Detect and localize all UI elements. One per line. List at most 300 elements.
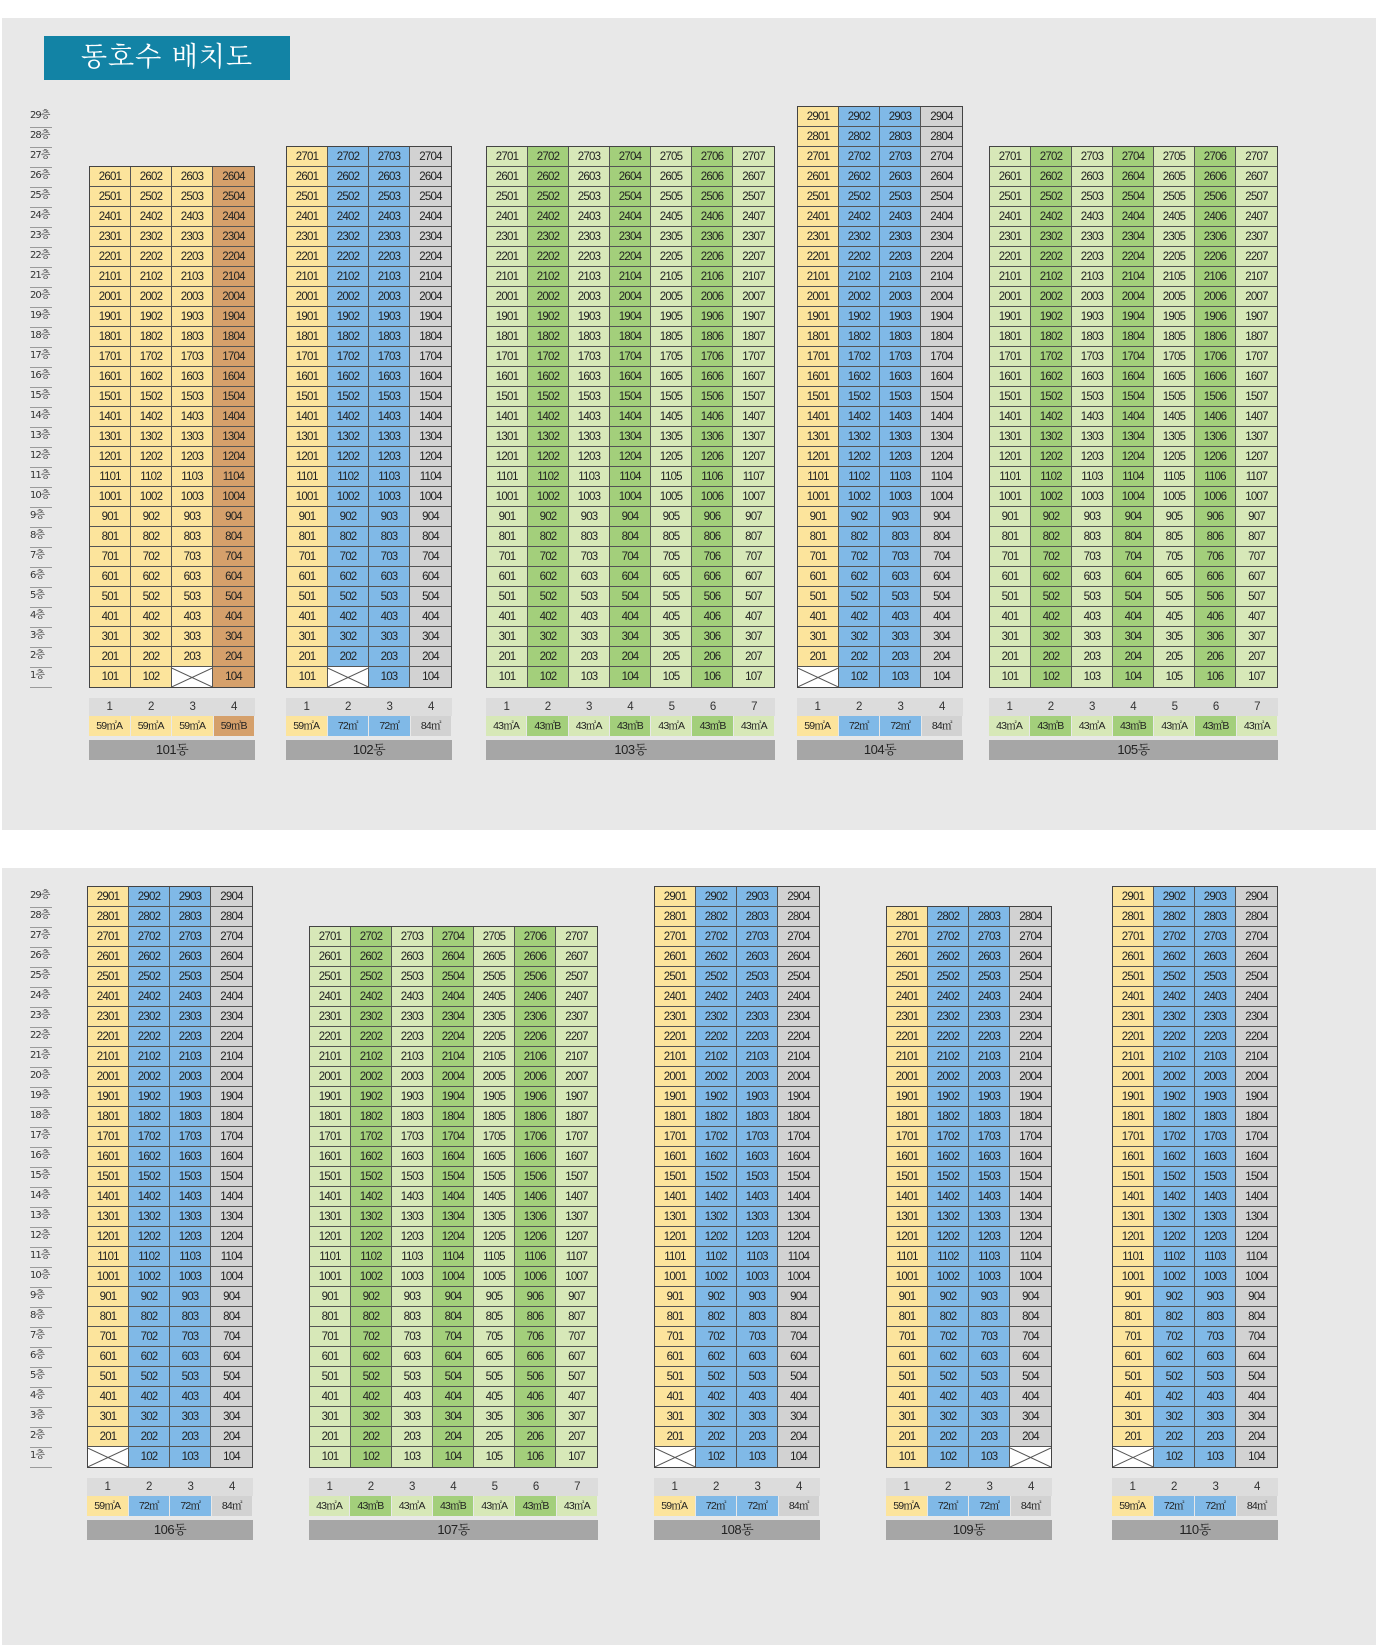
unit-cell: 2103	[392, 1047, 433, 1067]
unit-cell: 2602	[351, 947, 392, 967]
unit-cell: 1002	[839, 487, 880, 507]
unit-cell: 1604	[921, 367, 962, 387]
unit-cell: 1505	[474, 1167, 515, 1187]
unit-cell: 2603	[170, 947, 211, 967]
unit-cell: 601	[798, 567, 839, 587]
unit-cell: 602	[1154, 1347, 1195, 1367]
unit-cell: 704	[211, 1327, 252, 1347]
unit-cell: 501	[287, 587, 328, 607]
unit-cell: 2903	[737, 887, 778, 907]
floor-label: 25층	[30, 186, 52, 208]
unit-cell: 504	[921, 587, 962, 607]
unit-cell: 2204	[433, 1027, 474, 1047]
unit-cell: 2503	[170, 967, 211, 987]
unit-cell: 206	[1195, 647, 1236, 667]
unit-cell: 2404	[410, 207, 451, 227]
line-number-row	[89, 698, 255, 716]
unit-cell: 2303	[569, 227, 610, 247]
unit-cell: 2407	[1236, 207, 1277, 227]
unit-cell: 2101	[90, 267, 131, 287]
floor-label: 29층	[30, 106, 52, 128]
unit-cell: 1805	[1154, 327, 1195, 347]
unit-cell: 2803	[1195, 907, 1236, 927]
unit-cell: 2701	[798, 147, 839, 167]
unit-cell: 2303	[392, 1007, 433, 1027]
unit-cell: 101	[310, 1447, 351, 1467]
unit-cell: 2302	[839, 227, 880, 247]
unit-cell: 1404	[778, 1187, 819, 1207]
unit-cell: 2102	[1031, 267, 1072, 287]
unit-cell: 1503	[1072, 387, 1113, 407]
unit-cell: 902	[328, 507, 369, 527]
unit-cell: 1806	[692, 327, 733, 347]
unit-cell: 2002	[528, 287, 569, 307]
unit-cell: 2601	[88, 947, 129, 967]
floor-label: 17층	[30, 346, 52, 368]
unit-cell: 2003	[969, 1067, 1010, 1087]
unit-cell: 305	[474, 1407, 515, 1427]
unit-cell: 606	[692, 567, 733, 587]
unit-cell: 2201	[90, 247, 131, 267]
unit-type-label: 72㎡	[839, 716, 881, 736]
unit-cell: 1401	[287, 407, 328, 427]
unit-cell: 2202	[839, 247, 880, 267]
unit-cell: 1702	[131, 347, 172, 367]
unit-cell: 1203	[369, 447, 410, 467]
unit-cell: 302	[131, 627, 172, 647]
floor-label: 2층	[30, 1426, 52, 1448]
unit-cell: 104	[433, 1447, 474, 1467]
unit-cell: 1601	[90, 367, 131, 387]
unit-cell: 502	[131, 587, 172, 607]
unit-cell: 2205	[651, 247, 692, 267]
unit-cell: 1401	[88, 1187, 129, 1207]
unit-cell: 2203	[969, 1027, 1010, 1047]
unit-cell: 1804	[921, 327, 962, 347]
unit-cell: 1605	[474, 1147, 515, 1167]
unit-cell: 1303	[1072, 427, 1113, 447]
unit-cell: 1504	[921, 387, 962, 407]
unit-cell: 2301	[88, 1007, 129, 1027]
unit-cell: 1704	[1236, 1127, 1277, 1147]
unit-cell: 304	[1236, 1407, 1277, 1427]
unit-cell: 905	[1154, 507, 1195, 527]
unit-cell: 1104	[211, 1247, 252, 1267]
unit-type-label: 84㎡	[922, 716, 964, 736]
unit-cell: 1502	[528, 387, 569, 407]
unit-cell: 2502	[928, 967, 969, 987]
unit-cell: 1304	[1236, 1207, 1277, 1227]
unit-cell: 2502	[328, 187, 369, 207]
unit-cell: 2301	[798, 227, 839, 247]
unit-cell: 1104	[1113, 467, 1154, 487]
floor-label: 4층	[30, 606, 52, 628]
unit-cell: 702	[839, 547, 880, 567]
unit-cell: 2304	[410, 227, 451, 247]
unit-cell: 502	[1154, 1367, 1195, 1387]
unit-cell: 2101	[1113, 1047, 1154, 1067]
unit-cell: 2503	[569, 187, 610, 207]
unit-cell: 205	[474, 1427, 515, 1447]
unit-cell: 802	[1031, 527, 1072, 547]
unit-cell: 1205	[651, 447, 692, 467]
unit-cell: 1502	[839, 387, 880, 407]
unit-cell: 1304	[610, 427, 651, 447]
unit-cell: 2704	[211, 927, 252, 947]
unit-cell: 2502	[129, 967, 170, 987]
floor-label: 16층	[30, 366, 52, 388]
unit-cell: 2503	[369, 187, 410, 207]
unit-cell: 1107	[733, 467, 774, 487]
unit-cell: 304	[433, 1407, 474, 1427]
unit-type-label: 72㎡	[928, 1496, 970, 1516]
unit-cell: 1207	[556, 1227, 597, 1247]
unit-cell: 306	[692, 627, 733, 647]
empty-unit-cell	[798, 667, 839, 687]
unit-cell: 901	[655, 1287, 696, 1307]
unit-cell: 2401	[287, 207, 328, 227]
unit-cell: 1104	[433, 1247, 474, 1267]
unit-cell: 2601	[1113, 947, 1154, 967]
unit-cell: 1801	[990, 327, 1031, 347]
unit-cell: 2202	[129, 1027, 170, 1047]
unit-cell: 1004	[1113, 487, 1154, 507]
unit-cell: 2204	[213, 247, 254, 267]
unit-cell: 1204	[1236, 1227, 1277, 1247]
unit-cell: 1004	[211, 1267, 252, 1287]
unit-cell: 2307	[1236, 227, 1277, 247]
unit-cell: 704	[433, 1327, 474, 1347]
unit-cell: 1104	[1010, 1247, 1051, 1267]
unit-cell: 106	[692, 667, 733, 687]
unit-cell: 1607	[733, 367, 774, 387]
unit-cell: 1803	[1195, 1107, 1236, 1127]
unit-cell: 2405	[651, 207, 692, 227]
unit-cell: 2307	[733, 227, 774, 247]
unit-cell: 2102	[1154, 1047, 1195, 1067]
unit-cell: 1806	[1195, 327, 1236, 347]
unit-cell: 601	[990, 567, 1031, 587]
unit-cell: 2301	[1113, 1007, 1154, 1027]
unit-cell: 2306	[515, 1007, 556, 1027]
building-name: 102동	[286, 740, 452, 760]
unit-cell: 2501	[310, 967, 351, 987]
unit-cell: 2603	[172, 167, 213, 187]
unit-cell: 1802	[928, 1107, 969, 1127]
unit-cell: 503	[170, 1367, 211, 1387]
unit-cell: 102	[1154, 1447, 1195, 1467]
line-number: 2	[345, 701, 352, 713]
unit-cell: 404	[778, 1387, 819, 1407]
unit-cell: 2603	[1072, 167, 1113, 187]
unit-cell: 2203	[1072, 247, 1113, 267]
unit-cell: 2102	[696, 1047, 737, 1067]
unit-cell: 2001	[90, 287, 131, 307]
unit-cell: 1003	[737, 1267, 778, 1287]
unit-cell: 604	[1236, 1347, 1277, 1367]
unit-cell: 901	[90, 507, 131, 527]
unit-cell: 702	[129, 1327, 170, 1347]
unit-cell: 402	[328, 607, 369, 627]
unit-cell: 2203	[880, 247, 921, 267]
floor-label: 24층	[30, 206, 52, 228]
unit-cell: 2605	[651, 167, 692, 187]
unit-cell: 1002	[131, 487, 172, 507]
unit-cell: 301	[798, 627, 839, 647]
unit-cell: 1804	[211, 1107, 252, 1127]
floor-label: 28층	[30, 906, 52, 928]
unit-cell: 203	[1072, 647, 1113, 667]
unit-cell: 1102	[131, 467, 172, 487]
unit-cell: 1901	[487, 307, 528, 327]
building-name: 105동	[989, 740, 1278, 760]
unit-cell: 2305	[1154, 227, 1195, 247]
unit-cell: 1404	[1010, 1187, 1051, 1207]
unit-cell: 604	[610, 567, 651, 587]
unit-cell: 1904	[778, 1087, 819, 1107]
unit-cell: 2302	[131, 227, 172, 247]
unit-cell: 2406	[1195, 207, 1236, 227]
unit-cell: 2903	[170, 887, 211, 907]
unit-cell: 302	[1154, 1407, 1195, 1427]
unit-cell: 2601	[310, 947, 351, 967]
line-number: 3	[754, 1481, 761, 1493]
unit-cell: 302	[328, 627, 369, 647]
unit-cell: 603	[737, 1347, 778, 1367]
unit-cell: 2501	[88, 967, 129, 987]
unit-cell: 1206	[1195, 447, 1236, 467]
unit-cell: 805	[1154, 527, 1195, 547]
unit-cell: 1503	[170, 1167, 211, 1187]
unit-cell: 103	[170, 1447, 211, 1467]
unit-cell: 703	[1195, 1327, 1236, 1347]
unit-cell: 904	[410, 507, 451, 527]
unit-cell: 107	[556, 1447, 597, 1467]
unit-cell: 1703	[1195, 1127, 1236, 1147]
unit-cell: 303	[880, 627, 921, 647]
unit-cell: 2301	[90, 227, 131, 247]
unit-cell: 901	[487, 507, 528, 527]
unit-cell: 202	[839, 647, 880, 667]
unit-grid	[286, 146, 452, 688]
unit-cell: 1805	[474, 1107, 515, 1127]
unit-cell: 2107	[733, 267, 774, 287]
unit-cell: 2101	[310, 1047, 351, 1067]
unit-cell: 2003	[170, 1067, 211, 1087]
unit-cell: 504	[213, 587, 254, 607]
unit-cell: 1804	[1010, 1107, 1051, 1127]
unit-cell: 2302	[1031, 227, 1072, 247]
unit-cell: 2102	[131, 267, 172, 287]
building-name: 109동	[886, 1520, 1052, 1540]
unit-cell: 1102	[328, 467, 369, 487]
unit-cell: 2301	[287, 227, 328, 247]
unit-cell: 2304	[1113, 227, 1154, 247]
unit-cell: 1507	[1236, 387, 1277, 407]
unit-cell: 1904	[1113, 307, 1154, 327]
unit-cell: 2003	[569, 287, 610, 307]
unit-cell: 802	[696, 1307, 737, 1327]
unit-cell: 2002	[928, 1067, 969, 1087]
unit-cell: 603	[369, 567, 410, 587]
unit-cell: 2004	[1236, 1067, 1277, 1087]
unit-cell: 2402	[839, 207, 880, 227]
unit-cell: 2705	[474, 927, 515, 947]
unit-cell: 303	[170, 1407, 211, 1427]
building-name: 101동	[89, 740, 255, 760]
unit-cell: 2101	[287, 267, 328, 287]
unit-cell: 403	[880, 607, 921, 627]
unit-cell: 1505	[651, 387, 692, 407]
unit-cell: 1903	[569, 307, 610, 327]
unit-cell: 1203	[172, 447, 213, 467]
unit-cell: 2804	[1010, 907, 1051, 927]
unit-cell: 1603	[1195, 1147, 1236, 1167]
unit-cell: 701	[88, 1327, 129, 1347]
unit-cell: 1304	[213, 427, 254, 447]
unit-cell: 302	[696, 1407, 737, 1427]
unit-cell: 1404	[433, 1187, 474, 1207]
unit-cell: 2501	[90, 187, 131, 207]
unit-cell: 2703	[969, 927, 1010, 947]
unit-cell: 307	[556, 1407, 597, 1427]
unit-cell: 2405	[1154, 207, 1195, 227]
unit-cell: 2602	[129, 947, 170, 967]
unit-cell: 1907	[1236, 307, 1277, 327]
unit-cell: 904	[778, 1287, 819, 1307]
unit-cell: 2604	[410, 167, 451, 187]
unit-cell: 1807	[556, 1107, 597, 1127]
unit-cell: 1201	[310, 1227, 351, 1247]
unit-cell: 2904	[1236, 887, 1277, 907]
line-number-row	[886, 1478, 1052, 1496]
unit-cell: 701	[798, 547, 839, 567]
unit-cell: 304	[1010, 1407, 1051, 1427]
unit-cell: 901	[887, 1287, 928, 1307]
unit-type-label: 72㎡	[737, 1496, 779, 1516]
unit-cell: 2302	[696, 1007, 737, 1027]
unit-cell: 2604	[610, 167, 651, 187]
unit-cell: 2201	[88, 1027, 129, 1047]
unit-cell: 201	[287, 647, 328, 667]
unit-cell: 803	[737, 1307, 778, 1327]
unit-cell: 1302	[528, 427, 569, 447]
unit-cell: 801	[88, 1307, 129, 1327]
unit-cell: 1702	[839, 347, 880, 367]
unit-cell: 2001	[887, 1067, 928, 1087]
unit-cell: 2601	[990, 167, 1031, 187]
unit-cell: 1701	[88, 1127, 129, 1147]
line-number-row	[797, 698, 963, 716]
unit-cell: 2801	[655, 907, 696, 927]
empty-unit-cell	[1113, 1447, 1154, 1467]
unit-cell: 2901	[655, 887, 696, 907]
unit-cell: 2704	[1113, 147, 1154, 167]
unit-cell: 1602	[1154, 1147, 1195, 1167]
unit-cell: 2406	[692, 207, 733, 227]
unit-cell: 1404	[610, 407, 651, 427]
unit-cell: 902	[696, 1287, 737, 1307]
unit-cell: 502	[696, 1367, 737, 1387]
unit-cell: 901	[287, 507, 328, 527]
unit-cell: 2403	[1195, 987, 1236, 1007]
unit-cell: 907	[556, 1287, 597, 1307]
unit-cell: 404	[410, 607, 451, 627]
line-number-row	[989, 698, 1278, 716]
unit-cell: 1803	[1072, 327, 1113, 347]
unit-cell: 2306	[1195, 227, 1236, 247]
unit-type-label: 43㎡A	[474, 1496, 515, 1516]
unit-cell: 1304	[778, 1207, 819, 1227]
unit-cell: 2206	[515, 1027, 556, 1047]
unit-cell: 1704	[1113, 347, 1154, 367]
unit-type-row	[286, 716, 452, 736]
unit-grid	[1112, 886, 1278, 1468]
unit-cell: 1006	[515, 1267, 556, 1287]
unit-type-label: 43㎡B	[527, 716, 568, 736]
floor-label: 13층	[30, 1206, 52, 1228]
unit-cell: 1104	[1236, 1247, 1277, 1267]
unit-cell: 101	[990, 667, 1031, 687]
unit-cell: 1402	[129, 1187, 170, 1207]
unit-cell: 1706	[692, 347, 733, 367]
unit-cell: 405	[651, 607, 692, 627]
unit-cell: 1006	[1195, 487, 1236, 507]
unit-cell: 202	[528, 647, 569, 667]
unit-cell: 1504	[433, 1167, 474, 1187]
unit-cell: 1004	[213, 487, 254, 507]
floor-label: 28층	[30, 126, 52, 148]
unit-cell: 104	[410, 667, 451, 687]
unit-cell: 601	[90, 567, 131, 587]
unit-cell: 103	[1195, 1447, 1236, 1467]
unit-cell: 1602	[696, 1147, 737, 1167]
unit-type-label: 43㎡A	[309, 1496, 350, 1516]
unit-cell: 1602	[351, 1147, 392, 1167]
unit-cell: 501	[90, 587, 131, 607]
unit-type-row	[1112, 1496, 1278, 1516]
unit-cell: 1701	[887, 1127, 928, 1147]
unit-cell: 1003	[170, 1267, 211, 1287]
unit-cell: 2207	[733, 247, 774, 267]
unit-cell: 1204	[213, 447, 254, 467]
unit-cell: 901	[88, 1287, 129, 1307]
unit-cell: 606	[515, 1347, 556, 1367]
unit-cell: 303	[172, 627, 213, 647]
unit-cell: 503	[969, 1367, 1010, 1387]
unit-cell: 804	[410, 527, 451, 547]
unit-cell: 2804	[921, 127, 962, 147]
unit-cell: 2306	[692, 227, 733, 247]
floor-label: 10층	[30, 1266, 52, 1288]
unit-cell: 2701	[487, 147, 528, 167]
unit-cell: 602	[696, 1347, 737, 1367]
floor-label: 16층	[30, 1146, 52, 1168]
unit-cell: 2103	[1072, 267, 1113, 287]
floor-label: 20층	[30, 1066, 52, 1088]
floor-label: 7층	[30, 546, 52, 568]
unit-cell: 1904	[1010, 1087, 1051, 1107]
unit-cell: 2601	[487, 167, 528, 187]
unit-cell: 1403	[172, 407, 213, 427]
floor-label: 9층	[30, 506, 52, 528]
unit-cell: 1503	[569, 387, 610, 407]
unit-cell: 2703	[1195, 927, 1236, 947]
line-number: 5	[1171, 701, 1178, 713]
unit-cell: 1505	[1154, 387, 1195, 407]
unit-cell: 1607	[1236, 367, 1277, 387]
unit-cell: 1101	[90, 467, 131, 487]
